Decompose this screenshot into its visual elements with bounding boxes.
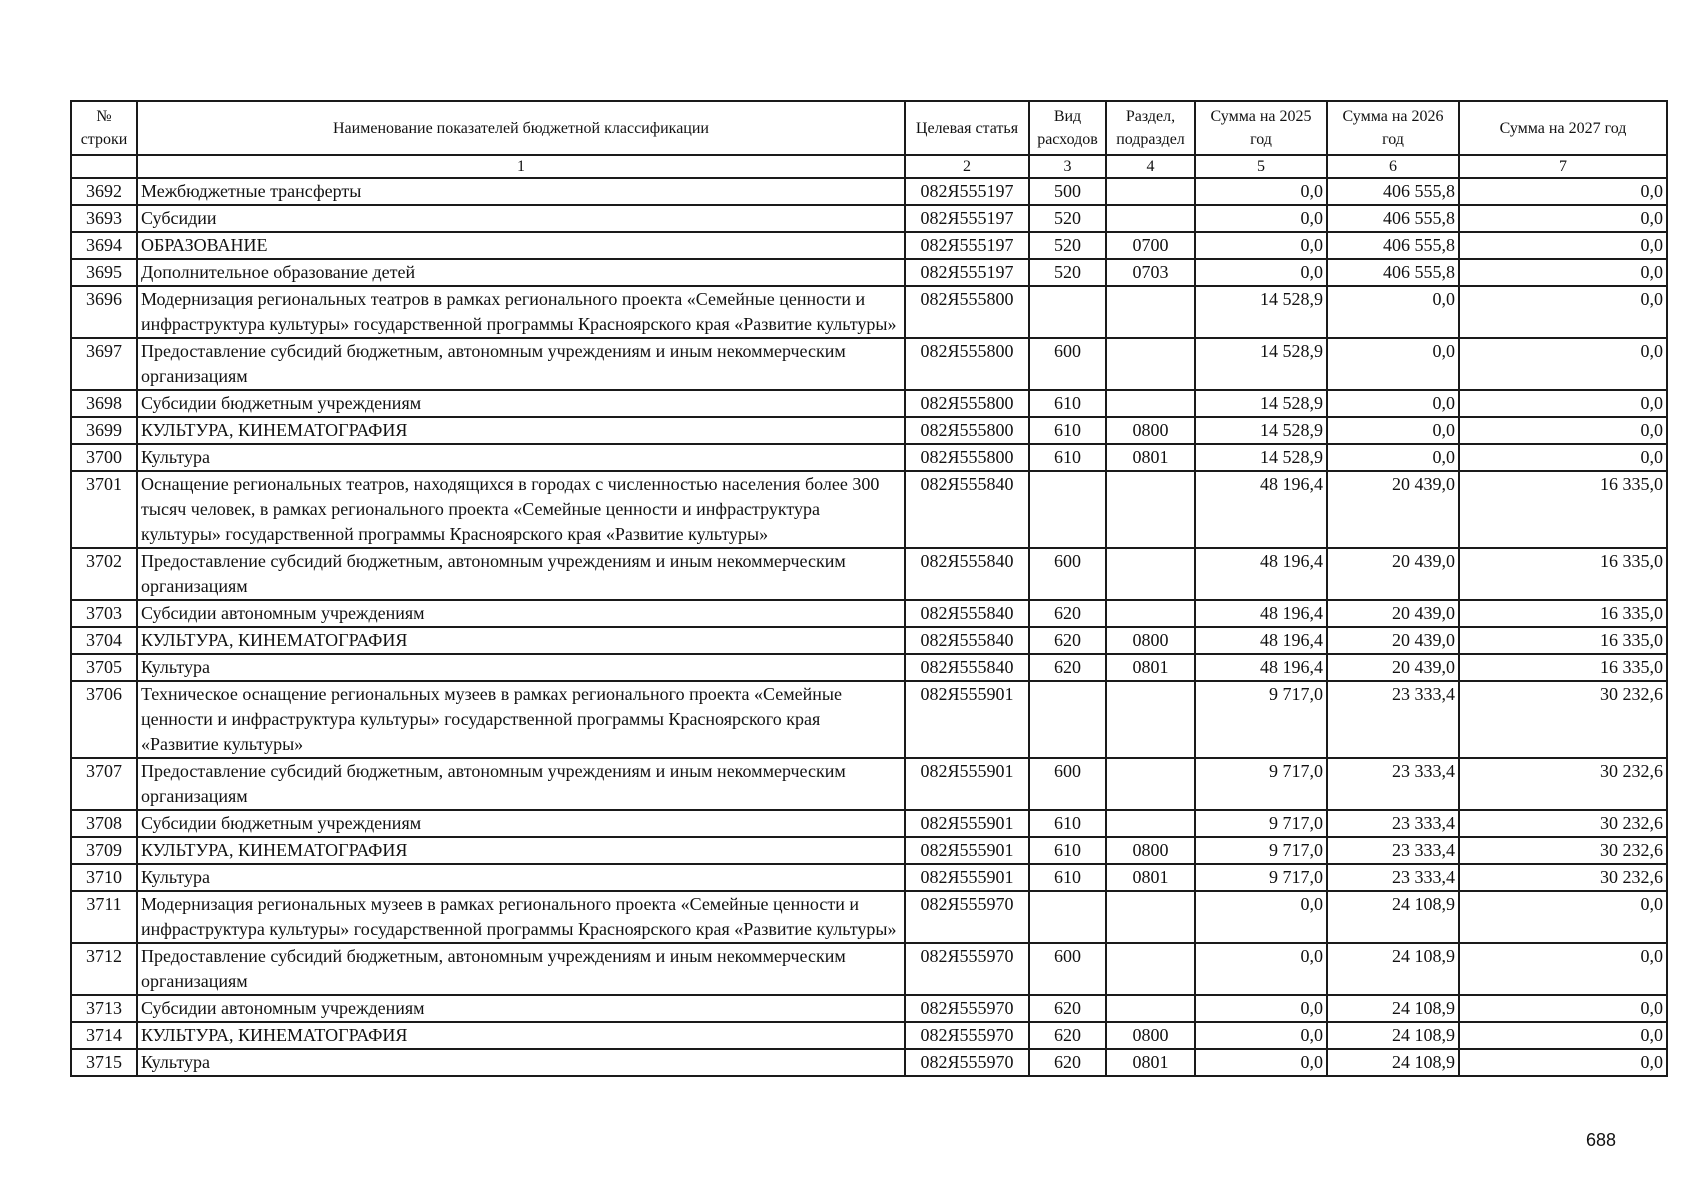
expense-type-cell: 610	[1029, 417, 1106, 444]
section-cell	[1106, 758, 1195, 810]
expense-type-cell: 600	[1029, 943, 1106, 995]
section-cell: 0800	[1106, 1022, 1195, 1049]
sum-2025-cell: 48 196,4	[1195, 627, 1327, 654]
sum-2026-cell: 0,0	[1327, 286, 1459, 338]
expense-type-cell: 610	[1029, 864, 1106, 891]
indicator-name-cell: Предоставление субсидий бюджетным, автономным учреждениям и иным некоммерческим организациям	[137, 338, 905, 390]
header-name: Наименование показателей бюджетной классификации	[137, 101, 905, 155]
target-article-cell: 082Я555197	[905, 232, 1029, 259]
sum-2025-cell: 48 196,4	[1195, 600, 1327, 627]
expense-type-cell: 520	[1029, 232, 1106, 259]
sum-2027-cell: 0,0	[1459, 444, 1667, 471]
target-article-cell: 082Я555901	[905, 864, 1029, 891]
sum-2026-cell: 20 439,0	[1327, 654, 1459, 681]
sum-2027-cell: 16 335,0	[1459, 600, 1667, 627]
section-cell: 0801	[1106, 444, 1195, 471]
sum-2026-cell: 24 108,9	[1327, 1022, 1459, 1049]
indicator-name-cell: Межбюджетные трансферты	[137, 178, 905, 205]
target-article-cell: 082Я555970	[905, 943, 1029, 995]
expense-type-cell: 620	[1029, 600, 1106, 627]
table-row	[71, 600, 1667, 627]
section-cell	[1106, 471, 1195, 548]
sum-2027-cell: 0,0	[1459, 205, 1667, 232]
sum-2027-cell: 0,0	[1459, 995, 1667, 1022]
column-number: 5	[1195, 155, 1327, 178]
target-article-cell: 082Я555800	[905, 390, 1029, 417]
row-number-cell: 3702	[71, 548, 137, 600]
section-cell: 0801	[1106, 864, 1195, 891]
sum-2026-cell: 23 333,4	[1327, 681, 1459, 758]
expense-type-cell: 620	[1029, 654, 1106, 681]
row-number-cell: 3713	[71, 995, 137, 1022]
sum-2027-cell: 0,0	[1459, 390, 1667, 417]
row-number-cell: 3696	[71, 286, 137, 338]
sum-2025-cell: 48 196,4	[1195, 654, 1327, 681]
sum-2027-cell: 30 232,6	[1459, 681, 1667, 758]
sum-2025-cell: 9 717,0	[1195, 810, 1327, 837]
table-row	[71, 891, 1667, 943]
expense-type-cell	[1029, 891, 1106, 943]
sum-2027-cell: 16 335,0	[1459, 627, 1667, 654]
expense-type-cell: 620	[1029, 1049, 1106, 1076]
sum-2026-cell: 23 333,4	[1327, 810, 1459, 837]
sum-2025-cell: 0,0	[1195, 232, 1327, 259]
indicator-name-cell: Оснащение региональных театров, находящихся в городах с численностью населения более 300 тысяч человек, в рамках регионального проекта «Семейные ценности и инфраструктура культуры» государственной программы Красноярского края «Развитие культуры»	[137, 471, 905, 548]
column-number-row	[71, 155, 1667, 178]
sum-2025-cell: 14 528,9	[1195, 286, 1327, 338]
sum-2025-cell: 9 717,0	[1195, 681, 1327, 758]
expense-type-cell: 610	[1029, 444, 1106, 471]
header-razdel: Раздел, подраздел	[1106, 101, 1195, 155]
row-number-cell: 3712	[71, 943, 137, 995]
column-number: 7	[1459, 155, 1667, 178]
indicator-name-cell: Субсидии	[137, 205, 905, 232]
indicator-name-cell: КУЛЬТУРА, КИНЕМАТОГРАФИЯ	[137, 627, 905, 654]
row-number-cell: 3715	[71, 1049, 137, 1076]
column-number	[71, 155, 137, 178]
sum-2025-cell: 0,0	[1195, 259, 1327, 286]
sum-2027-cell: 16 335,0	[1459, 471, 1667, 548]
row-number-cell: 3703	[71, 600, 137, 627]
table-row	[71, 864, 1667, 891]
sum-2025-cell: 9 717,0	[1195, 837, 1327, 864]
table-row	[71, 627, 1667, 654]
target-article-cell: 082Я555840	[905, 600, 1029, 627]
section-cell	[1106, 390, 1195, 417]
sum-2025-cell: 0,0	[1195, 1049, 1327, 1076]
target-article-cell: 082Я555840	[905, 471, 1029, 548]
page-number: 688	[1586, 1130, 1617, 1150]
row-number-cell: 3710	[71, 864, 137, 891]
sum-2026-cell: 23 333,4	[1327, 864, 1459, 891]
sum-2025-cell: 14 528,9	[1195, 444, 1327, 471]
target-article-cell: 082Я555197	[905, 259, 1029, 286]
indicator-name-cell: ОБРАЗОВАНИЕ	[137, 232, 905, 259]
sum-2026-cell: 406 555,8	[1327, 205, 1459, 232]
row-number-cell: 3707	[71, 758, 137, 810]
table-row	[71, 995, 1667, 1022]
column-number: 6	[1327, 155, 1459, 178]
table-row	[71, 1022, 1667, 1049]
target-article-cell: 082Я555840	[905, 548, 1029, 600]
sum-2025-cell: 0,0	[1195, 995, 1327, 1022]
column-number: 3	[1029, 155, 1106, 178]
sum-2025-cell: 14 528,9	[1195, 390, 1327, 417]
target-article-cell: 082Я555197	[905, 178, 1029, 205]
table-row	[71, 444, 1667, 471]
indicator-name-cell: Предоставление субсидий бюджетным, автономным учреждениям и иным некоммерческим организациям	[137, 548, 905, 600]
sum-2026-cell: 23 333,4	[1327, 758, 1459, 810]
expense-type-cell: 620	[1029, 627, 1106, 654]
sum-2025-cell: 9 717,0	[1195, 864, 1327, 891]
table-row	[71, 654, 1667, 681]
table-row	[71, 178, 1667, 205]
section-cell	[1106, 205, 1195, 232]
row-number-cell: 3701	[71, 471, 137, 548]
target-article-cell: 082Я555800	[905, 338, 1029, 390]
sum-2026-cell: 0,0	[1327, 338, 1459, 390]
column-number: 4	[1106, 155, 1195, 178]
sum-2027-cell: 30 232,6	[1459, 864, 1667, 891]
target-article-cell: 082Я555970	[905, 891, 1029, 943]
section-cell: 0801	[1106, 1049, 1195, 1076]
expense-type-cell: 620	[1029, 1022, 1106, 1049]
section-cell	[1106, 600, 1195, 627]
target-article-cell: 082Я555800	[905, 444, 1029, 471]
indicator-name-cell: Модернизация региональных музеев в рамках регионального проекта «Семейные ценности и инфраструктура культуры» государственной программы Красноярского края «Развитие культуры»	[137, 891, 905, 943]
section-cell	[1106, 810, 1195, 837]
header-vid: Вид расходов	[1029, 101, 1106, 155]
table-row	[71, 810, 1667, 837]
table-row	[71, 205, 1667, 232]
header-sum-2027: Сумма на 2027 год	[1459, 101, 1667, 155]
row-number-cell: 3711	[71, 891, 137, 943]
sum-2025-cell: 0,0	[1195, 1022, 1327, 1049]
table-row	[71, 417, 1667, 444]
sum-2027-cell: 30 232,6	[1459, 758, 1667, 810]
sum-2027-cell: 30 232,6	[1459, 810, 1667, 837]
row-number-cell: 3692	[71, 178, 137, 205]
expense-type-cell: 620	[1029, 995, 1106, 1022]
section-cell	[1106, 548, 1195, 600]
indicator-name-cell: Дополнительное образование детей	[137, 259, 905, 286]
sum-2027-cell: 0,0	[1459, 1022, 1667, 1049]
sum-2027-cell: 0,0	[1459, 1049, 1667, 1076]
expense-type-cell	[1029, 681, 1106, 758]
sum-2025-cell: 14 528,9	[1195, 417, 1327, 444]
target-article-cell: 082Я555800	[905, 286, 1029, 338]
target-article-cell: 082Я555197	[905, 205, 1029, 232]
sum-2026-cell: 24 108,9	[1327, 995, 1459, 1022]
budget-table	[70, 100, 1668, 1077]
target-article-cell: 082Я555840	[905, 627, 1029, 654]
header-row	[71, 101, 1667, 155]
target-article-cell: 082Я555970	[905, 995, 1029, 1022]
table-row	[71, 548, 1667, 600]
column-number: 2	[905, 155, 1029, 178]
indicator-name-cell: Субсидии бюджетным учреждениям	[137, 810, 905, 837]
sum-2026-cell: 20 439,0	[1327, 627, 1459, 654]
table-row	[71, 681, 1667, 758]
row-number-cell: 3705	[71, 654, 137, 681]
indicator-name-cell: КУЛЬТУРА, КИНЕМАТОГРАФИЯ	[137, 417, 905, 444]
row-number-cell: 3698	[71, 390, 137, 417]
sum-2026-cell: 0,0	[1327, 390, 1459, 417]
indicator-name-cell: Субсидии автономным учреждениям	[137, 600, 905, 627]
row-number-cell: 3697	[71, 338, 137, 390]
table-row	[71, 471, 1667, 548]
sum-2026-cell: 23 333,4	[1327, 837, 1459, 864]
section-cell: 0703	[1106, 259, 1195, 286]
sum-2027-cell: 16 335,0	[1459, 654, 1667, 681]
expense-type-cell	[1029, 471, 1106, 548]
row-number-cell: 3704	[71, 627, 137, 654]
expense-type-cell: 610	[1029, 390, 1106, 417]
indicator-name-cell: Субсидии бюджетным учреждениям	[137, 390, 905, 417]
sum-2026-cell: 20 439,0	[1327, 600, 1459, 627]
table-row	[71, 837, 1667, 864]
sum-2025-cell: 48 196,4	[1195, 548, 1327, 600]
indicator-name-cell: Культура	[137, 444, 905, 471]
sum-2026-cell: 406 555,8	[1327, 232, 1459, 259]
table-row	[71, 259, 1667, 286]
expense-type-cell: 500	[1029, 178, 1106, 205]
table-row	[71, 286, 1667, 338]
sum-2025-cell: 48 196,4	[1195, 471, 1327, 548]
target-article-cell: 082Я555901	[905, 837, 1029, 864]
sum-2027-cell: 0,0	[1459, 891, 1667, 943]
table-row	[71, 390, 1667, 417]
sum-2027-cell: 0,0	[1459, 286, 1667, 338]
sum-2027-cell: 0,0	[1459, 417, 1667, 444]
indicator-name-cell: Культура	[137, 654, 905, 681]
row-number-cell: 3700	[71, 444, 137, 471]
header-target: Целевая статья	[905, 101, 1029, 155]
indicator-name-cell: Культура	[137, 1049, 905, 1076]
sum-2026-cell: 24 108,9	[1327, 1049, 1459, 1076]
target-article-cell: 082Я555970	[905, 1049, 1029, 1076]
sum-2026-cell: 406 555,8	[1327, 259, 1459, 286]
row-number-cell: 3695	[71, 259, 137, 286]
indicator-name-cell: Субсидии автономным учреждениям	[137, 995, 905, 1022]
expense-type-cell: 520	[1029, 259, 1106, 286]
header-sum-2026: Сумма на 2026 год	[1327, 101, 1459, 155]
sum-2026-cell: 20 439,0	[1327, 471, 1459, 548]
target-article-cell: 082Я555970	[905, 1022, 1029, 1049]
indicator-name-cell: Предоставление субсидий бюджетным, автономным учреждениям и иным некоммерческим организациям	[137, 758, 905, 810]
sum-2026-cell: 24 108,9	[1327, 943, 1459, 995]
sum-2025-cell: 0,0	[1195, 943, 1327, 995]
target-article-cell: 082Я555840	[905, 654, 1029, 681]
section-cell	[1106, 995, 1195, 1022]
table-row	[71, 943, 1667, 995]
sum-2027-cell: 30 232,6	[1459, 837, 1667, 864]
table-row	[71, 338, 1667, 390]
expense-type-cell: 610	[1029, 837, 1106, 864]
section-cell	[1106, 681, 1195, 758]
section-cell	[1106, 891, 1195, 943]
row-number-cell: 3693	[71, 205, 137, 232]
row-number-cell: 3699	[71, 417, 137, 444]
sum-2027-cell: 0,0	[1459, 338, 1667, 390]
section-cell: 0800	[1106, 837, 1195, 864]
row-number-cell: 3694	[71, 232, 137, 259]
expense-type-cell: 600	[1029, 758, 1106, 810]
section-cell	[1106, 943, 1195, 995]
expense-type-cell: 600	[1029, 548, 1106, 600]
row-number-cell: 3706	[71, 681, 137, 758]
target-article-cell: 082Я555901	[905, 758, 1029, 810]
sum-2026-cell: 24 108,9	[1327, 891, 1459, 943]
sum-2027-cell: 0,0	[1459, 259, 1667, 286]
expense-type-cell	[1029, 286, 1106, 338]
section-cell	[1106, 286, 1195, 338]
sum-2026-cell: 0,0	[1327, 417, 1459, 444]
table-body	[71, 178, 1667, 1076]
row-number-cell: 3708	[71, 810, 137, 837]
section-cell	[1106, 178, 1195, 205]
sum-2025-cell: 0,0	[1195, 178, 1327, 205]
expense-type-cell: 520	[1029, 205, 1106, 232]
section-cell: 0801	[1106, 654, 1195, 681]
indicator-name-cell: Модернизация региональных театров в рамках регионального проекта «Семейные ценности и инфраструктура культуры» государственной программы Красноярского края «Развитие культуры»	[137, 286, 905, 338]
section-cell: 0700	[1106, 232, 1195, 259]
row-number-cell: 3714	[71, 1022, 137, 1049]
sum-2026-cell: 20 439,0	[1327, 548, 1459, 600]
sum-2025-cell: 9 717,0	[1195, 758, 1327, 810]
sum-2025-cell: 0,0	[1195, 891, 1327, 943]
sum-2027-cell: 0,0	[1459, 178, 1667, 205]
sum-2027-cell: 0,0	[1459, 232, 1667, 259]
sum-2026-cell: 406 555,8	[1327, 178, 1459, 205]
sum-2027-cell: 16 335,0	[1459, 548, 1667, 600]
expense-type-cell: 600	[1029, 338, 1106, 390]
row-number-cell: 3709	[71, 837, 137, 864]
sum-2026-cell: 0,0	[1327, 444, 1459, 471]
indicator-name-cell: Культура	[137, 864, 905, 891]
header-row-no: № строки	[71, 101, 137, 155]
sum-2027-cell: 0,0	[1459, 943, 1667, 995]
section-cell: 0800	[1106, 627, 1195, 654]
target-article-cell: 082Я555901	[905, 810, 1029, 837]
table-row	[71, 232, 1667, 259]
section-cell: 0800	[1106, 417, 1195, 444]
indicator-name-cell: Техническое оснащение региональных музеев в рамках регионального проекта «Семейные ценности и инфраструктура культуры» государственной программы Красноярского края «Развитие культуры»	[137, 681, 905, 758]
section-cell	[1106, 338, 1195, 390]
target-article-cell: 082Я555901	[905, 681, 1029, 758]
table-row	[71, 1049, 1667, 1076]
expense-type-cell: 610	[1029, 810, 1106, 837]
header-sum-2025: Сумма на 2025 год	[1195, 101, 1327, 155]
column-number: 1	[137, 155, 905, 178]
indicator-name-cell: КУЛЬТУРА, КИНЕМАТОГРАФИЯ	[137, 837, 905, 864]
target-article-cell: 082Я555800	[905, 417, 1029, 444]
table-row	[71, 758, 1667, 810]
sum-2025-cell: 14 528,9	[1195, 338, 1327, 390]
indicator-name-cell: Предоставление субсидий бюджетным, автономным учреждениям и иным некоммерческим организациям	[137, 943, 905, 995]
sum-2025-cell: 0,0	[1195, 205, 1327, 232]
indicator-name-cell: КУЛЬТУРА, КИНЕМАТОГРАФИЯ	[137, 1022, 905, 1049]
